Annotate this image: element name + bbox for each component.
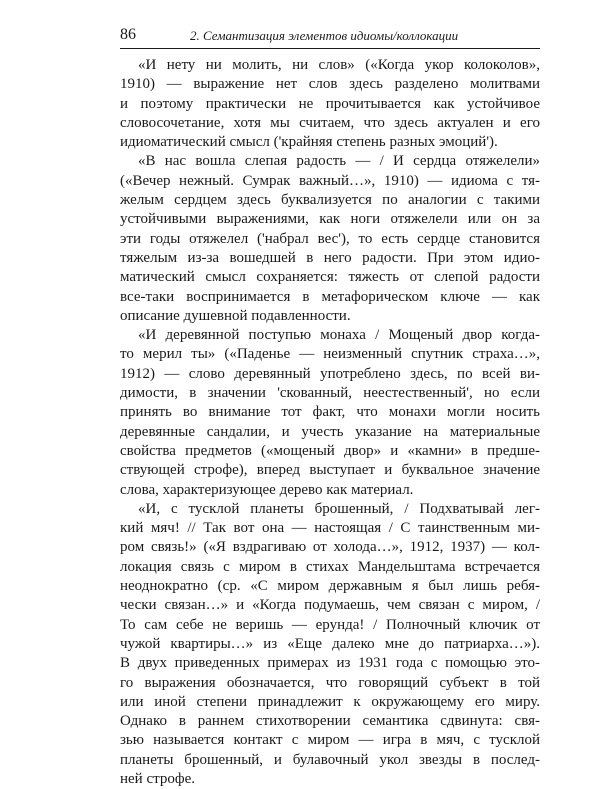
text-line: все-таки воспринимается в метафорическом ключе — как — [120, 288, 540, 305]
page-number: 86 — [120, 26, 136, 43]
header-rule — [120, 48, 540, 49]
text-line: 1912) — слово деревянный употреблено здесь, по всей ви- — [120, 365, 540, 382]
text-line: свойства предметов («мощеный двор» и «камни» в предше- — [120, 442, 540, 459]
text-line: матический смысл сохраняется: тяжесть от слепой радости — [120, 269, 540, 286]
text-line: слова, характеризующее дерево как материал. — [120, 481, 414, 498]
text-line: В двух приведенных примерах из 1931 года с помощью это- — [120, 655, 540, 672]
running-title: 2. Семантизация элементов идиомы/коллокации — [190, 28, 459, 43]
page-header — [120, 26, 540, 46]
text-line: тяжелым из-за вошедшей в него радости. При этом идио- — [120, 249, 540, 266]
text-line: ней строфе. — [120, 770, 195, 787]
text-line: принять во внимание тот факт, что монахи могли носить — [120, 404, 540, 421]
text-line: го выражения обозначается, что говорящий субъект в той — [120, 674, 540, 691]
text-line: желым сердцем здесь буквализуется по аналогии с такими — [120, 192, 540, 209]
text-line: «И, с тусклой планеты брошенный, / Подхватывай лег- — [138, 500, 540, 517]
text-line: ствующей строфе), вперед выступает и буквальное значение — [120, 462, 540, 479]
text-line: деревянные сандалии, и учесть указание на материальные — [120, 423, 540, 440]
text-line: («Вечер нежный. Сумрак важный…», 1910) — идиома с тя- — [120, 172, 540, 189]
text-line: чужой квартиры…» из «Еще далеко мне до патриарха…»). — [120, 635, 540, 652]
text-line: кий мяч! // Так вот она — настоящая / С таинственным ми- — [120, 520, 540, 537]
text-line: То сам себе не веришь — ерунда! / Полночный ключик от — [120, 616, 540, 633]
text-line: «И деревянной поступью монаха / Мощеный двор когда- — [138, 327, 540, 344]
text-line: идиоматический смысл ('крайняя степень разных эмоций'). — [120, 134, 498, 151]
text-line: «И нету ни молить, ни слов» («Когда укор колоколов», — [138, 57, 540, 73]
text-line: устойчивыми выражениями, как ноги отяжелели или он за — [120, 211, 540, 228]
text-line: то мерил ты» («Паденье — неизменный спутник страха…», — [120, 346, 540, 363]
text-line: эти годы отяжелел ('набрал вес'), то есть сердце становится — [120, 230, 540, 247]
text-line: описание душевной подавленности. — [120, 307, 351, 324]
text-line: словосочетание, хотя мы считаем, что здесь актуален и его — [120, 114, 540, 131]
text-line: чески связан…» и «Когда подумаешь, чем связан с миром, / — [120, 597, 540, 614]
text-line: и поэтому практически не прочитывается как устойчивое — [120, 95, 540, 112]
text-line: «В нас вошла слепая радость — / И сердца отяжелели» — [138, 153, 540, 170]
text-line: ром связь!» («Я вздрагиваю от холода…», 1912, 1937) — кол- — [120, 539, 540, 556]
text-line: зью называется контакт с миром — игра в мяч, с тусклой — [120, 732, 540, 749]
text-line: димости, в значении 'скованный, неестественный', но если — [120, 385, 540, 402]
text-line: неоднократно (ср. «С миром державным я был лишь ребя- — [120, 578, 540, 595]
text-line: 1910) — выражение нет слов здесь разделено молитвами — [120, 76, 540, 93]
body-text — [120, 56, 540, 789]
text-line: или иной степени принадлежит к окружающему его миру. — [120, 693, 540, 710]
text-line: планеты брошенный, и булавочный укол звезды в послед- — [120, 751, 540, 768]
text-line: Однако в раннем стихотворении семантика сдвинута: свя- — [120, 713, 540, 730]
text-line: локация связь с миром в стихах Мандельштама встречается — [120, 558, 540, 575]
